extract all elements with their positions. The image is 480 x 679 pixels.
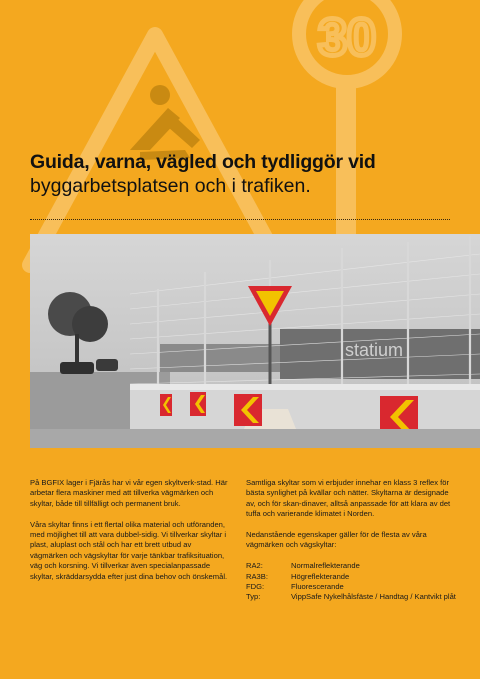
property-value: Normalreflekterande	[291, 561, 360, 571]
headline	[30, 150, 460, 198]
speed-limit-30-graphic: 30	[318, 9, 376, 67]
dotted-divider	[30, 219, 450, 220]
paragraph: Nedanstående egenskaper gäller för de flesta av våra vägmärken och vägskyltar:	[246, 530, 427, 550]
car	[60, 362, 94, 374]
body-left-column	[30, 478, 230, 592]
chevron-marker	[234, 394, 262, 426]
concrete-barrier	[130, 384, 480, 429]
chevron-marker	[160, 394, 172, 416]
photo-illustration	[30, 234, 480, 448]
properties-list	[246, 561, 456, 603]
property-row	[246, 561, 456, 571]
property-row	[246, 592, 456, 602]
paragraph: Våra skyltar finns i ett flertal olika material och utföranden, med möjlighet till att vara dubbel-sidig. Vi tillverkar skyltar i plast, aluplast och stål och har ett brett utbud av vägmärken och vägskyltar för varje tänkbar trafiksituation, väg och korsning. Vi tillverkar även specialanpassade skyltar, skräddarsydda efter just dina behov och önskemål.	[30, 519, 228, 581]
paragraph: Samtliga skyltar som vi erbjuder innehar en klass 3 reflex för bästa synlighet på kvällar och nätter. Skyltarna är designade av, och för skan-dinaver, alltså anpassade för att klara av det tuffa och varierande klimatet i Norden.	[246, 478, 451, 519]
property-key: Typ:	[246, 592, 261, 602]
car	[96, 359, 118, 371]
property-key: RA3B:	[246, 571, 268, 581]
headline-bold: Guida, varna, vägled och tydliggör vid	[30, 151, 376, 173]
headline-regular: byggarbetsplatsen och i trafiken.	[30, 175, 311, 197]
building-sign: statium	[345, 340, 404, 360]
property-value: Fluorescerande	[291, 582, 344, 592]
property-key: RA2:	[246, 561, 263, 571]
chevron-marker	[190, 392, 206, 416]
body-right-column	[246, 478, 456, 603]
property-value: Högreflekterande	[291, 571, 350, 581]
paragraph: På BGFIX lager i Fjärås har vi vår egen skyltverk-stad. Här arbetar flera maskiner med att tillverka vägmärken och skyltar, både till tillfälligt och permanent bruk.	[30, 478, 228, 508]
property-key: FDG:	[246, 582, 265, 592]
property-row	[246, 582, 456, 592]
construction-site-photo	[30, 234, 480, 448]
building	[160, 344, 280, 372]
property-row	[246, 572, 456, 582]
property-value: VippSafe Nykelhålsfäste / Handtag / Kantvikt plåt	[291, 592, 456, 602]
